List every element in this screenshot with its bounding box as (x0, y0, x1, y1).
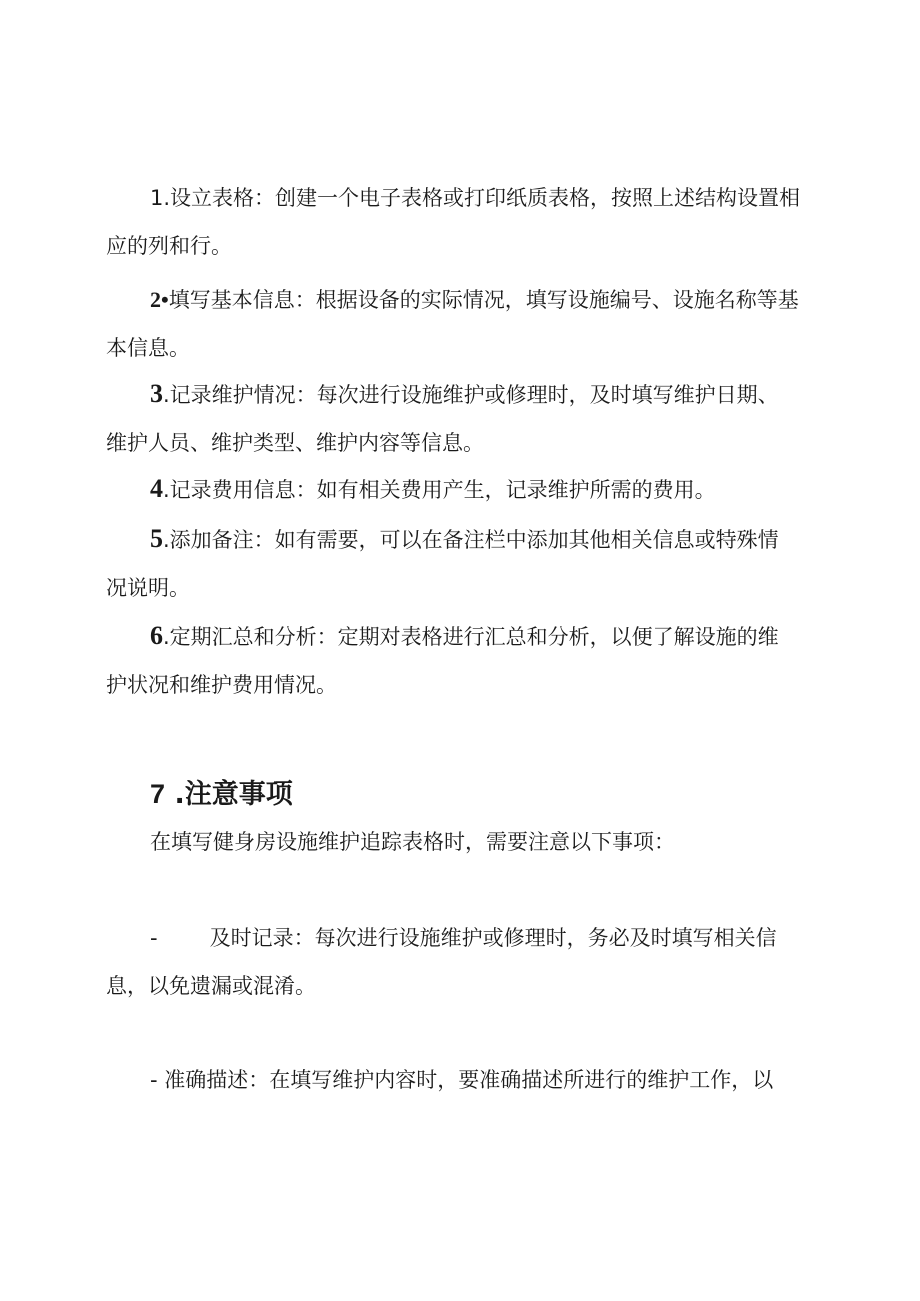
step-3-line-2: 维护人员、维护类型、维护内容等信息。 (106, 431, 484, 455)
step-2-number: 2• (150, 287, 169, 312)
section-heading (150, 772, 293, 817)
step-5-line-1 (106, 515, 822, 564)
step-4-paragraph (106, 465, 822, 514)
step-5-line-2: 况说明。 (106, 576, 190, 600)
section-title: .注意事项 (174, 779, 293, 810)
note-2-text: 准确描述：在填写维护内容时，要准确描述所进行的维护工作，以 (164, 1068, 774, 1092)
step-1-paragraph (106, 174, 822, 270)
step-6-number: 6 (150, 621, 163, 650)
step-2-line-2: 本信息。 (106, 336, 190, 360)
step-5-paragraph (106, 515, 822, 612)
step-2-paragraph (106, 276, 822, 372)
step-1-line-2: 应的列和行。 (106, 234, 232, 258)
note-1-dash: - (150, 926, 158, 950)
section-intro: 在填写健身房设施维护追踪表格时，需要注意以下事项： (150, 830, 675, 854)
step-3-paragraph (106, 370, 822, 467)
step-2-text: 填写基本信息：根据设备的实际情况，填写设施编号、设施名称等基 (168, 288, 799, 312)
section-number: 7 (150, 779, 166, 809)
step-4-number: 4 (150, 474, 163, 503)
step-5-text: .添加备注：如有需要，可以在备注栏中添加其他相关信息或特殊情 (163, 528, 779, 552)
step-2-line-1 (106, 276, 822, 324)
step-3-line-1 (106, 370, 822, 419)
note-2-line-1 (106, 1056, 822, 1104)
note-1-line-2: 息，以免遗漏或混淆。 (106, 974, 316, 998)
step-1-number: 1. (150, 186, 171, 210)
note-1-line-1 (106, 914, 822, 962)
note-2-paragraph (106, 1056, 822, 1104)
step-6-line-1 (106, 612, 822, 661)
note-1-text: 及时记录：每次进行设施维护或修理时，务必及时填写相关信 (209, 926, 777, 950)
step-5-number: 5 (150, 524, 163, 553)
step-3-text: .记录维护情况：每次进行设施维护或修理时，及时填写维护日期、 (163, 383, 779, 407)
step-6-paragraph (106, 612, 822, 709)
step-3-number: 3 (150, 379, 163, 408)
step-4-text: .记录费用信息：如有相关费用产生，记录维护所需的费用。 (163, 478, 716, 502)
step-4-line-1 (106, 465, 822, 514)
step-1-text: 设立表格：创建一个电子表格或打印纸质表格，按照上述结构设置相 (170, 186, 801, 210)
note-2-dash: - (150, 1068, 158, 1092)
step-1-line-1 (106, 174, 822, 222)
step-6-text: .定期汇总和分析：定期对表格进行汇总和分析，以便了解设施的维 (163, 625, 779, 649)
note-1-paragraph (106, 914, 822, 1010)
step-6-line-2: 护状况和维护费用情况。 (106, 673, 337, 697)
